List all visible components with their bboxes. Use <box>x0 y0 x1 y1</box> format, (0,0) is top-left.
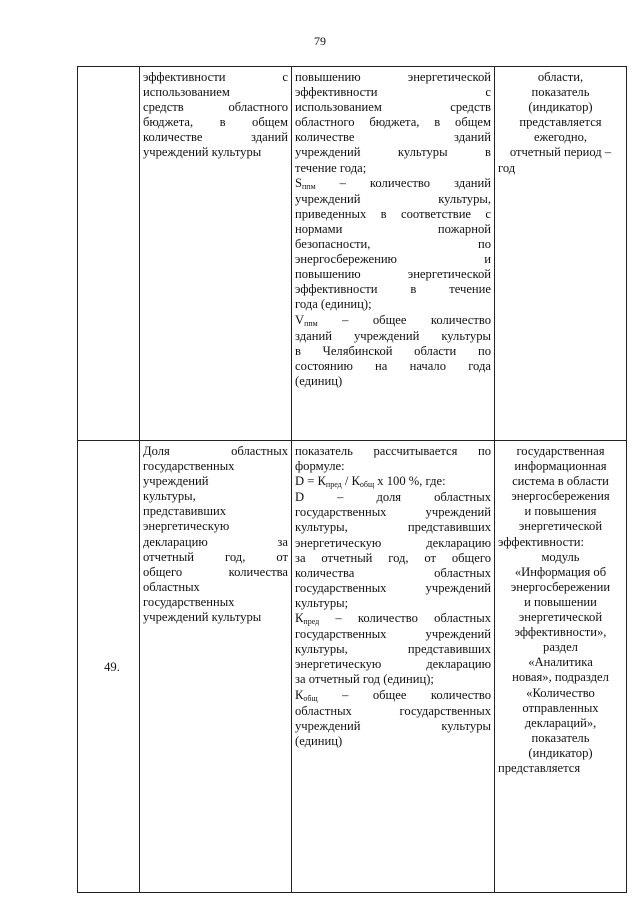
cell-line: система в области <box>512 474 609 489</box>
cell-line: $S_{ппм}$ – количество зданий <box>295 175 491 191</box>
cell-line: $К_{пред}$ – количество областных <box>295 611 491 627</box>
cell-line: государственных учреждений <box>295 580 491 595</box>
cell-line: декларацию за <box>143 534 288 549</box>
cell-line: показатель <box>531 85 590 100</box>
cell-line: (индикатор) <box>528 745 593 760</box>
cell-line: областного бюджета, в общем <box>295 115 491 130</box>
cell-line: $V_{ппм}$ – общее количество <box>295 312 491 328</box>
row-number <box>78 67 140 441</box>
row-number: 49. <box>78 441 140 893</box>
cell-line: эффективности: <box>498 534 584 549</box>
cell-line: раздел <box>543 640 578 655</box>
cell-line: «Аналитика <box>528 655 593 670</box>
cell-line: учреждений культуры, <box>295 191 491 206</box>
cell-line: показатель рассчитывается по <box>295 444 491 458</box>
cell-line: безопасности, по <box>295 237 491 252</box>
cell-line: (единиц) <box>295 733 343 748</box>
cell-line: формуле: <box>295 459 345 474</box>
cell-line: государственных <box>143 594 235 609</box>
cell-line: учреждений культуры в <box>295 145 491 160</box>
cell-line: повышению энергетической <box>295 267 491 282</box>
cell-line: энергетической <box>518 519 603 534</box>
cell-line: деклараций», <box>524 715 597 730</box>
cell-line: областных государственных <box>295 703 491 718</box>
cell-line: $К_{общ}$ – общее количество <box>295 687 491 703</box>
cell-line: года (единиц); <box>295 297 372 312</box>
source-cell <box>495 67 627 441</box>
cell-line: представляется <box>519 115 602 130</box>
cell-line: энергетическую <box>143 519 230 534</box>
cell-line: энергосбережению и <box>295 252 491 267</box>
formula-cell <box>292 67 495 441</box>
cell-line: Доля областных <box>143 444 288 458</box>
cell-line: и повышении <box>524 594 597 609</box>
cell-line: энергетической <box>518 610 603 625</box>
cell-line: модуль <box>541 549 580 564</box>
cell-line: нормами пожарной <box>295 221 491 236</box>
cell-line: D – доля областных <box>295 490 491 505</box>
cell-line: количества областных <box>295 565 491 580</box>
cell-line: представляется <box>498 760 581 775</box>
cell-line: отправленных <box>522 700 599 715</box>
cell-line: состоянию на начало года <box>295 358 491 373</box>
cell-line: учреждений культуры <box>143 610 262 625</box>
cell-line: культуры; <box>295 595 349 610</box>
indicators-table <box>77 66 627 893</box>
cell-line: в Челябинской области по <box>295 343 491 358</box>
cell-line: ежегодно, <box>533 130 588 145</box>
cell-line: эффективности с <box>295 85 491 100</box>
cell-line: энергосбережении <box>510 579 611 594</box>
cell-line: государственных учреждений <box>295 627 491 642</box>
cell-line: государственная <box>516 444 605 458</box>
cell-line: государственных <box>143 459 235 474</box>
cell-line: отчетный период – <box>509 145 612 160</box>
cell-line: культуры, представивших <box>295 520 491 535</box>
cell-line: учреждений <box>143 474 209 489</box>
cell-line: показатель <box>531 730 590 745</box>
table-row <box>78 441 627 893</box>
table-row <box>78 67 627 441</box>
cell-line: учреждений культуры <box>143 145 262 160</box>
formula-cell <box>292 441 495 893</box>
cell-line: количестве зданий <box>143 130 288 145</box>
cell-line: энергетическую декларацию <box>295 535 491 550</box>
cell-line: информационная <box>514 459 607 474</box>
cell-line: эффективности с <box>143 70 288 84</box>
cell-line: культуры, <box>143 489 196 504</box>
cell-line: за отчетный год, от общего <box>295 550 491 565</box>
cell-line: эффективности», <box>514 625 607 640</box>
cell-line: общего количества <box>143 564 288 579</box>
cell-line: представивших <box>143 504 227 519</box>
cell-line: учреждений культуры <box>295 718 491 733</box>
cell-line: «Информация об <box>514 564 607 579</box>
cell-line: (индикатор) <box>528 100 593 115</box>
cell-line: областных <box>143 579 200 594</box>
cell-line: повышению энергетической <box>295 70 491 84</box>
indicator-cell <box>140 441 292 893</box>
cell-line: энергетическую декларацию <box>295 657 491 672</box>
cell-line: $D = К_{пред} / К_{общ}$ х 100 %, где: <box>295 474 446 490</box>
cell-line: (единиц) <box>295 373 343 388</box>
cell-line: течение года; <box>295 160 367 175</box>
cell-line: бюджета, в общем <box>143 115 288 130</box>
cell-line: энергосбережения <box>511 489 610 504</box>
cell-line: средств областного <box>143 100 288 115</box>
cell-line: год <box>498 160 516 175</box>
cell-line: эффективности в течение <box>295 282 491 297</box>
cell-line: отчетный год, от <box>143 549 288 564</box>
page-number: 79 <box>314 34 326 48</box>
source-cell <box>495 441 627 893</box>
cell-line: и повышения <box>524 504 597 519</box>
indicator-cell <box>140 67 292 441</box>
cell-line: приведенных в соответствие с <box>295 206 491 221</box>
cell-line: области, <box>537 70 584 84</box>
cell-line: за отчетный год (единиц); <box>295 672 434 687</box>
cell-line: зданий учреждений культуры <box>295 328 491 343</box>
cell-line: государственных учреждений <box>295 505 491 520</box>
cell-line: использованием средств <box>295 100 491 115</box>
cell-line: использованием <box>143 85 230 100</box>
cell-line: новая», подраздел <box>512 670 609 685</box>
cell-line: культуры, представивших <box>295 642 491 657</box>
cell-line: количестве зданий <box>295 130 491 145</box>
cell-line: «Количество <box>526 685 595 700</box>
